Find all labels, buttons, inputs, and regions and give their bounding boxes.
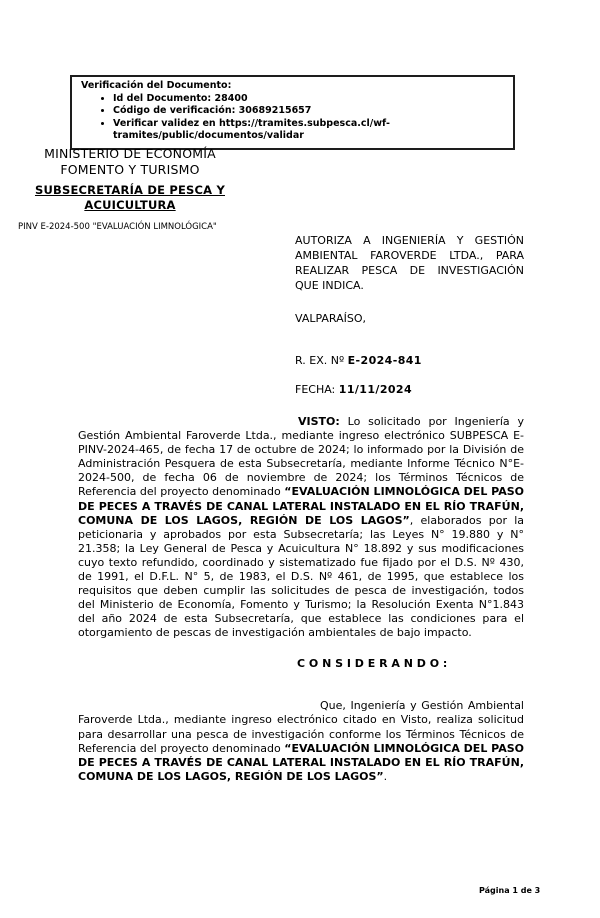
resolution-number: E-2024-841: [347, 354, 422, 367]
verification-item-document-id: • Id del Documento: 28400: [113, 93, 507, 105]
verification-item-code: • Código de verificación: 30689215657: [113, 105, 507, 117]
verification-list: [81, 93, 507, 143]
visto-project-title: “EVALUACIÓN LIMNOLÓGICA DEL PASO DE PECES A TRAVÉS DE CANAL LATERAL INSTALADO EN EL RÍO TRAFÚN, COMUNA DE LOS LAGOS, REGIÓN DE LOS LAGOS”: [78, 485, 524, 527]
visto-paragraph: [78, 415, 524, 641]
subject-block: AUTORIZA A INGENIERÍA Y GESTIÓN AMBIENTAL FAROVERDE LTDA., PARA REALIZAR PESCA DE INVESTIGACIÓN QUE INDICA.: [295, 234, 524, 292]
resolution-date-line: [295, 383, 412, 396]
considerando-text-2: .: [383, 770, 388, 784]
subsecretaria-line-1: SUBSECRETARÍA DE PESCA Y: [34, 183, 225, 197]
subsecretaria-line-2: ACUICULTURA: [84, 198, 176, 212]
ministry-line-2: FOMENTO Y TURISMO: [60, 162, 200, 177]
considerando-paragraph: [78, 699, 524, 785]
visto-text-2: , elaborados por la peticionaria y aprobados por esta Subsecretaría; las Leyes N° 19.880 y N° 21.358; la Ley General de Pesca y Acuicultura N° 18.892 y sus modificaciones cuyo texto refundido, coordinado y sistematizado fue fijado por el D.S. Nº 430, de 1991, el D.F.L. N° 5, de 1983, el D.S. Nº 461, de 1995, que establece los requisitos que deben cumplir las solicitudes de pesca de investigación, todos del Ministerio de Economía, Fomento y Turismo; la Resolución Exenta N°1.843 del año 2024 de esta Subsecretaría, que establece las condiciones para el otorgamiento de pescas de investigación ambientales de bajo impacto.: [78, 513, 524, 640]
subsecretaria-name: [10, 183, 250, 213]
resolution-number-prefix: R. EX. Nº: [295, 354, 348, 367]
resolution-date-label: FECHA:: [295, 383, 339, 396]
considerando-text-1: Que, Ingeniería y Gestión Ambiental Faroverde Ltda., mediante ingreso electrónico citado en Visto, realiza solicitud para desarrollar una pesca de investigación conforme los Términos Técnicos de Referencia del proyecto denominado: [78, 699, 524, 755]
verification-box: [70, 75, 515, 150]
verification-item-url: • Verificar validez en https://tramites.subpesca.cl/wf-tramites/public/documentos/validar: [113, 118, 507, 143]
ministry-name: [10, 146, 250, 178]
visto-label: VISTO:: [298, 415, 340, 428]
verification-title: Verificación del Documento:: [81, 80, 232, 91]
city-line: VALPARAÍSO,: [295, 312, 367, 325]
considerando-project-title: “EVALUACIÓN LIMNOLÓGICA DEL PASO DE PECES A TRAVÉS DE CANAL LATERAL INSTALADO EN EL RÍO TRAFÚN, COMUNA DE LOS LAGOS, REGIÓN DE LOS LAGOS”: [78, 741, 524, 784]
resolution-number-line: [295, 354, 422, 367]
ministry-line-1: MINISTERIO DE ECONOMÍA: [44, 146, 216, 161]
project-reference: PINV E-2024-500 "EVALUACIÓN LIMNOLÓGICA": [18, 222, 217, 232]
considerando-heading: C O N S I D E R A N D O :: [297, 657, 448, 670]
resolution-date: 11/11/2024: [338, 383, 413, 396]
page-number: Página 1 de 3: [479, 886, 541, 895]
visto-text-1: Lo solicitado por Ingeniería y Gestión Ambiental Faroverde Ltda., mediante ingreso electrónico SUBPESCA E-PINV-2024-465, de fecha 17 de octubre de 2024; lo informado por la División de Administración Pesquera de esta Subsecretaría, mediante Informe Técnico N°E-2024-500, de fecha 06 de noviembre de 2024; los Términos Técnicos de Referencia del proyecto denominado: [78, 415, 524, 499]
letterhead: [10, 146, 250, 232]
